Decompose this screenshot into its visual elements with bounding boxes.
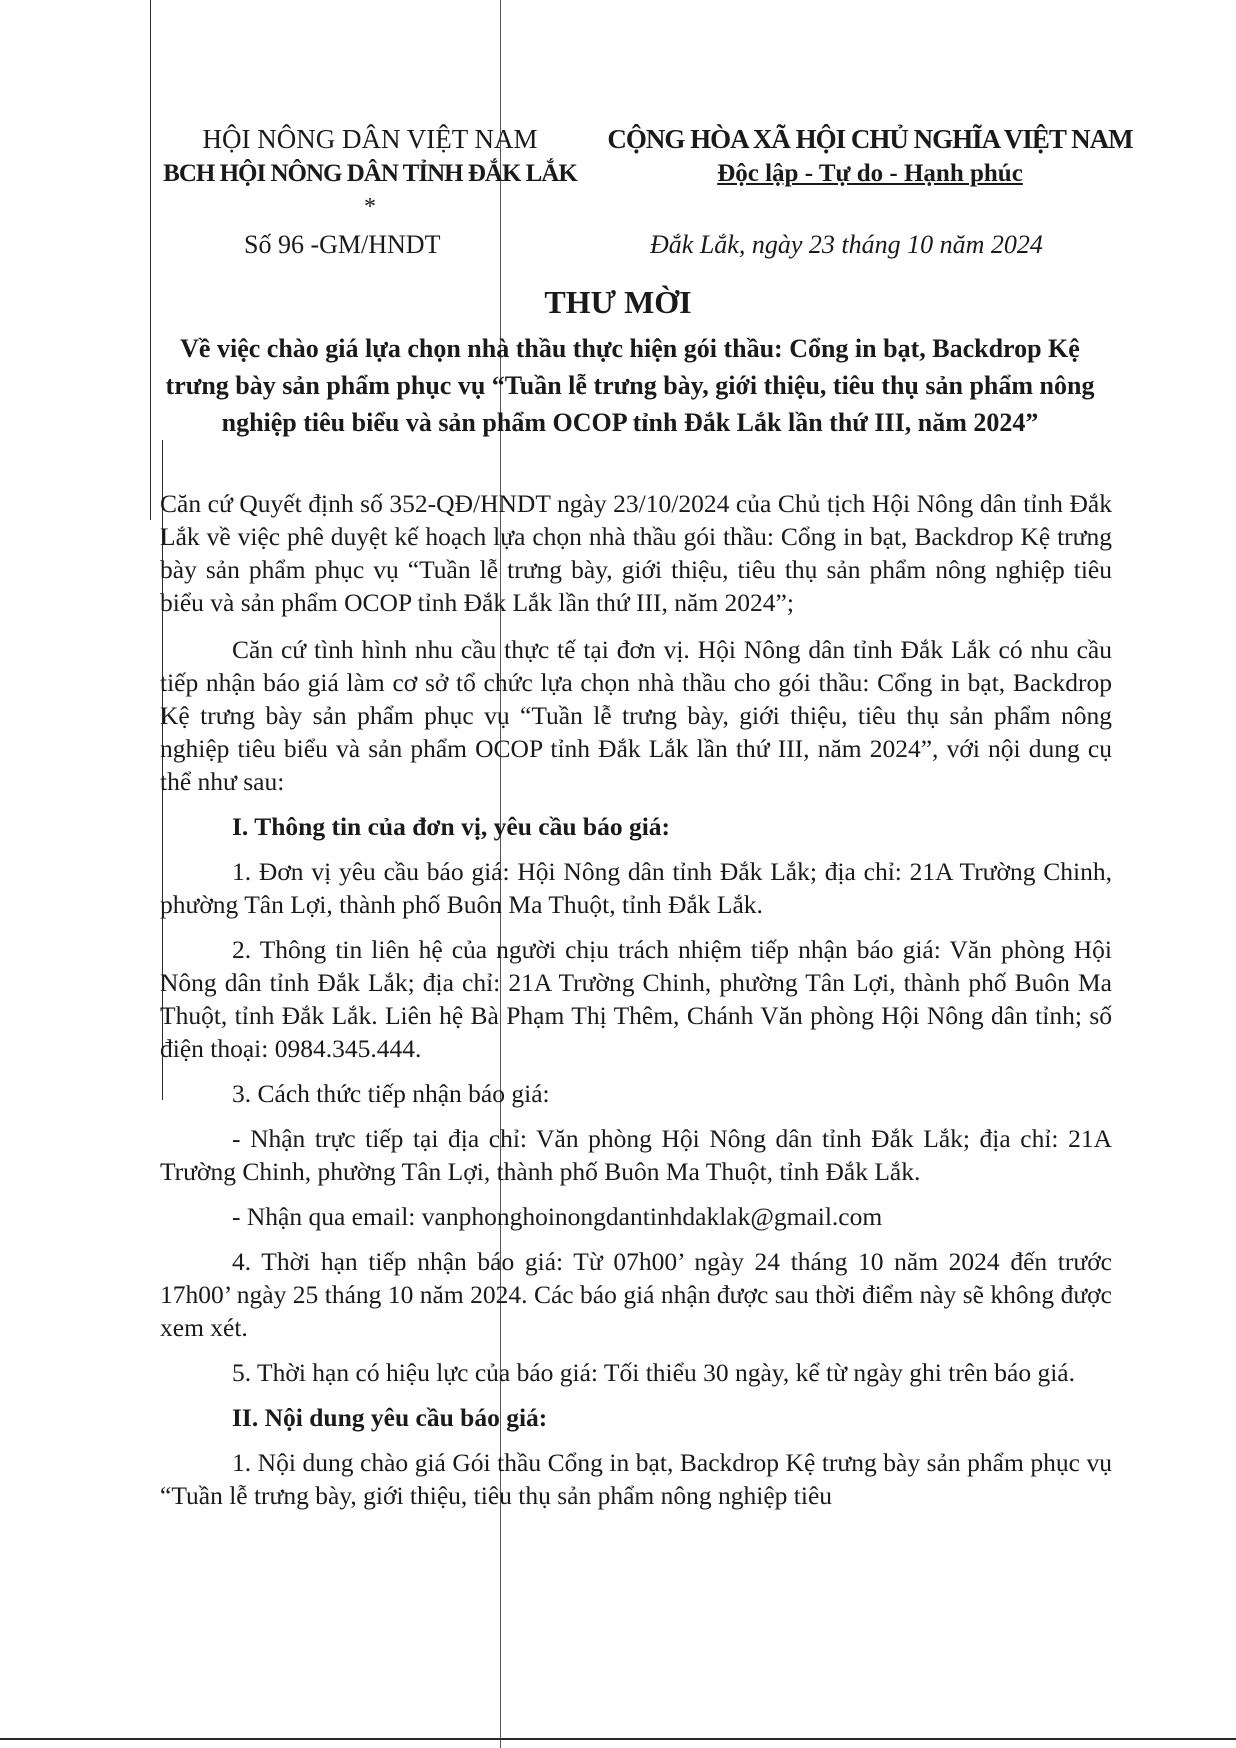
national-motto: Độc lập - Tự do - Hạnh phúc	[717, 160, 1023, 187]
section-heading-2: II. Nội dung yêu cầu báo giá:	[232, 1403, 548, 1432]
document-subject: Về việc chào giá lựa chọn nhà thầu thực hiện gói thầu: Cổng in bạt, Backdrop Kệ trưng bày sản phẩm phục vụ “Tuần lễ trưng bày, giới thiệu, tiêu thụ sản phẩm nông nghiệp tiêu biểu và sản phẩm OCOP tỉnh Đắk Lắk lần thứ III, năm 2024”	[165, 334, 1095, 437]
org-name-line2: BCH HỘI NÔNG DÂN TỈNH ĐẮK LẮK	[163, 160, 577, 187]
list-item: 3. Cách thức tiếp nhận báo giá:	[232, 1079, 550, 1108]
list-item: - Nhận trực tiếp tại địa chỉ: Văn phòng Hội Nông dân tỉnh Đắk Lắk; địa chỉ: 21A Trường Chinh, phường Tân Lợi, thành phố Buôn Ma Thuột, tỉnh Đắk Lắk.	[160, 1124, 1112, 1186]
document-number: Số 96 -GM/HNDT	[244, 230, 441, 259]
section-heading-1: I. Thông tin của đơn vị, yêu cầu báo giá:	[232, 812, 671, 841]
list-item: - Nhận qua email: vanphonghoinongdantinhdaklak@gmail.com	[232, 1202, 883, 1231]
list-item: 5. Thời hạn có hiệu lực của báo giá: Tối thiểu 30 ngày, kể từ ngày ghi trên báo giá.	[232, 1358, 1075, 1387]
org-name-line1: HỘI NÔNG DÂN VIỆT NAM	[202, 124, 538, 154]
document-title: THƯ MỜI	[544, 284, 692, 320]
list-item: 2. Thông tin liên hệ của người chịu trách nhiệm tiếp nhận báo giá: Văn phòng Hội Nông dân tỉnh Đắk Lắk; địa chỉ: 21A Trường Chinh, phường Tân Lợi, thành phố Buôn Ma Thuột, tỉnh Đắk Lắk. Liên hệ Bà Phạm Thị Thêm, Chánh Văn phòng Hội Nông dân tỉnh; số điện thoại: 0984.345.444.	[160, 935, 1112, 1063]
paragraph-context: Căn cứ tình hình nhu cầu thực tế tại đơn vị. Hội Nông dân tỉnh Đắk Lắk có nhu cầu tiếp nhận báo giá làm cơ sở tổ chức lựa chọn nhà thầu cho gói thầu: Cổng in bạt, Backdrop Kệ trưng bày sản phẩm phục vụ “Tuần lễ trưng bày, giới thiệu, tiêu thụ sản phẩm nông nghiệp tiêu biểu và sản phẩm OCOP tỉnh Đắk Lắk lần thứ III, năm 2024”, với nội dung cụ thể như sau:	[160, 635, 1112, 796]
star-mark: *	[364, 194, 376, 220]
document-date: Đắk Lắk, ngày 23 tháng 10 năm 2024	[650, 230, 1043, 259]
list-item: 4. Thời hạn tiếp nhận báo giá: Từ 07h00’ ngày 24 tháng 10 năm 2024 đến trước 17h00’ ngày 25 tháng 10 năm 2024. Các báo giá nhận được sau thời điểm này sẽ không được xem xét.	[160, 1247, 1112, 1342]
paragraph-legal-basis: Căn cứ Quyết định số 352-QĐ/HNDT ngày 23/10/2024 của Chủ tịch Hội Nông dân tỉnh Đắk Lắk về việc phê duyệt kế hoạch lựa chọn nhà thầu gói thầu: Cổng in bạt, Backdrop Kệ trưng bày sản phẩm phục vụ “Tuần lễ trưng bày, giới thiệu, tiêu thụ sản phẩm nông nghiệp tiêu biểu và sản phẩm OCOP tỉnh Đắk Lắk lần thứ III, năm 2024”;	[160, 489, 1112, 617]
list-item: 1. Đơn vị yêu cầu báo giá: Hội Nông dân tỉnh Đắk Lắk; địa chỉ: 21A Trường Chinh, phường Tân Lợi, thành phố Buôn Ma Thuột, tỉnh Đắk Lắk.	[160, 857, 1112, 919]
scan-artifact-line	[0, 1738, 1236, 1740]
document-body	[160, 487, 1112, 1524]
list-item: 1. Nội dung chào giá Gói thầu Cổng in bạt, Backdrop Kệ trưng bày sản phẩm phục vụ “Tuần lễ trưng bày, giới thiệu, tiêu thụ sản phẩm nông nghiệp tiêu	[160, 1448, 1112, 1510]
country-name: CỘNG HÒA XÃ HỘI CHỦ NGHĨA VIỆT NAM	[607, 124, 1133, 154]
document-header	[0, 124, 1236, 264]
